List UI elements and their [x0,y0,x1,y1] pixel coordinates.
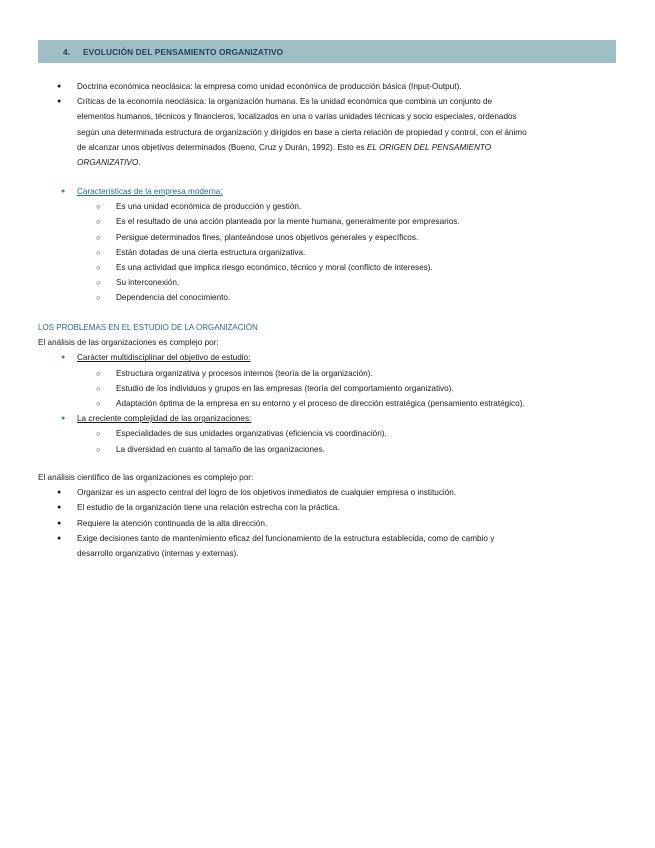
circle-bullet-icon: ○ [96,262,101,272]
circle-bullet-icon: ○ [96,232,101,242]
circle-bullet-icon: ○ [96,293,101,303]
list-item-text: Dependencia del conocimiento. [116,293,231,303]
circle-bullet-icon: ○ [96,202,101,212]
caracteristicas-list [0,184,655,306]
list-item [0,485,655,500]
list-item-text: Es el resultado de una acción planteada por la mente humana, generalmente por empresarios. [116,217,460,227]
bullet-icon: ● [61,354,66,362]
list-item-text: Críticas de la economía neoclásica: la organización humana. Es la unidad económica que combina un conjunto de [77,97,493,107]
list-item-text: ORGANIZATIVO. [77,157,141,167]
list-item [0,199,655,214]
list-item-text: Exige decisiones tanto de mantenimiento eficaz del funcionamiento de la estructura establecida, como de cambio y [77,533,495,543]
list-item [0,381,655,396]
list-item-text: Están dotadas de una cierta estructura organizativa. [116,247,306,257]
list-item-text: Estudio de los individuos y grupos en las empresas (teoría del comportamiento organizativo). [116,383,454,393]
list-item-text: de alcanzar unos objetivos determinados (Bueno, Cruz y Durán, 1992). Esto es EL ORIGEN DEL PENSAMIENTO [77,142,492,152]
circle-bullet-icon: ○ [96,217,101,227]
bullet-icon: ● [57,98,62,106]
list-item-text: La diversidad en cuanto al tamaño de las organizaciones. [116,444,325,454]
paragraph-text: El análisis de las organizaciones es complejo por: [38,338,219,348]
section-number: 4. [63,46,71,57]
list-item [0,184,655,199]
group-title: La creciente complejidad de las organizaciones: [77,414,252,424]
list-item-text: Estructura organizativa y procesos internos (teoría de la organización). [116,368,373,378]
section-header [38,40,616,63]
list-item [0,500,655,515]
circle-bullet-icon: ○ [96,429,101,439]
list-item [0,411,655,426]
list-item [0,290,655,305]
cientifico-section [0,470,655,561]
paragraph-text: El análisis científico de las organizaciones es complejo por: [38,473,254,482]
list-item-text: Es una actividad que implica riesgo económico, técnico y moral (conflicto de intereses). [116,262,433,272]
list-item-text: Organizar es un aspecto central del logro de los objetivos inmediatos de cualquier empresa o institución. [77,488,457,498]
list-item-text: Es una unidad económica de producción y gestión. [116,202,302,212]
list-item-text: según una determinada estructura de organización y dirigidos en base a cierta relación de propiedad y control, con el ánimo [77,127,527,137]
section-title: EVOLUCIÓN DEL PENSAMIENTO ORGANIZATIVO [83,46,284,57]
list-item [0,442,655,457]
bullet-icon: ● [57,489,62,497]
italic-emphasis: EL ORIGEN DEL PENSAMIENTO [366,142,492,152]
bullet-icon: ● [57,83,62,90]
list-item-text: Especialidades de sus unidades organizativas (eficiencia vs coordinación). [116,429,387,439]
list-item [0,94,655,109]
circle-bullet-icon: ○ [96,383,101,393]
circle-bullet-icon: ○ [96,398,101,408]
list-item [0,350,655,365]
list-item [0,531,655,546]
bullet-icon: ● [57,519,62,527]
bullet-icon: ● [57,504,62,512]
bullet-icon: ● [61,415,66,423]
intro-list [0,79,655,170]
bullet-icon: ● [57,534,62,542]
list-item-text: Persigue determinados fines, planteándose unos objetivos generales y específicos. [116,232,419,242]
list-item [0,245,655,260]
list-item [0,275,655,290]
list-item-text: elementos humanos, técnicos y financieros, localizados en una o varias unidades técnicas y socio especiales, ordenados [77,112,517,122]
list-item [0,396,655,411]
list-item [0,426,655,441]
list-item-text: desarrollo organizativo (internas y externas). [77,548,239,558]
circle-bullet-icon: ○ [96,368,101,378]
circle-bullet-icon: ○ [96,444,101,454]
circle-bullet-icon: ○ [96,278,101,288]
list-item [0,79,655,94]
list-item [0,516,655,531]
italic-emphasis: ORGANIZATIVO [77,157,139,167]
section-subheading: LOS PROBLEMAS EN EL ESTUDIO DE LA ORGANIZACIÓN [38,323,258,332]
circle-bullet-icon: ○ [96,247,101,257]
bullet-icon: ● [61,188,66,195]
list-item [0,260,655,275]
list-item-text: El estudio de la organización tiene una relación estrecha con la práctica. [77,503,340,513]
list-item [0,214,655,229]
list-item-text: Doctrina económica neoclásica: la empresa como unidad económica de producción básica (Input-Output). [77,82,462,91]
group-title: Carácter multidisciplinar del objetivo de estudio: [77,353,251,363]
problemas-section [0,320,655,457]
list-item [0,366,655,381]
list-item-text: Requiere la atención continuada de la alta dirección. [77,518,268,528]
list-item-text: Su interconexión. [116,278,180,288]
list-item-text: Adaptación óptima de la empresa en su entorno y el proceso de dirección estratégica (pensamiento estratégico). [116,398,525,408]
caracteristicas-title: Características de la empresa moderna: [77,187,223,196]
list-item [0,230,655,245]
